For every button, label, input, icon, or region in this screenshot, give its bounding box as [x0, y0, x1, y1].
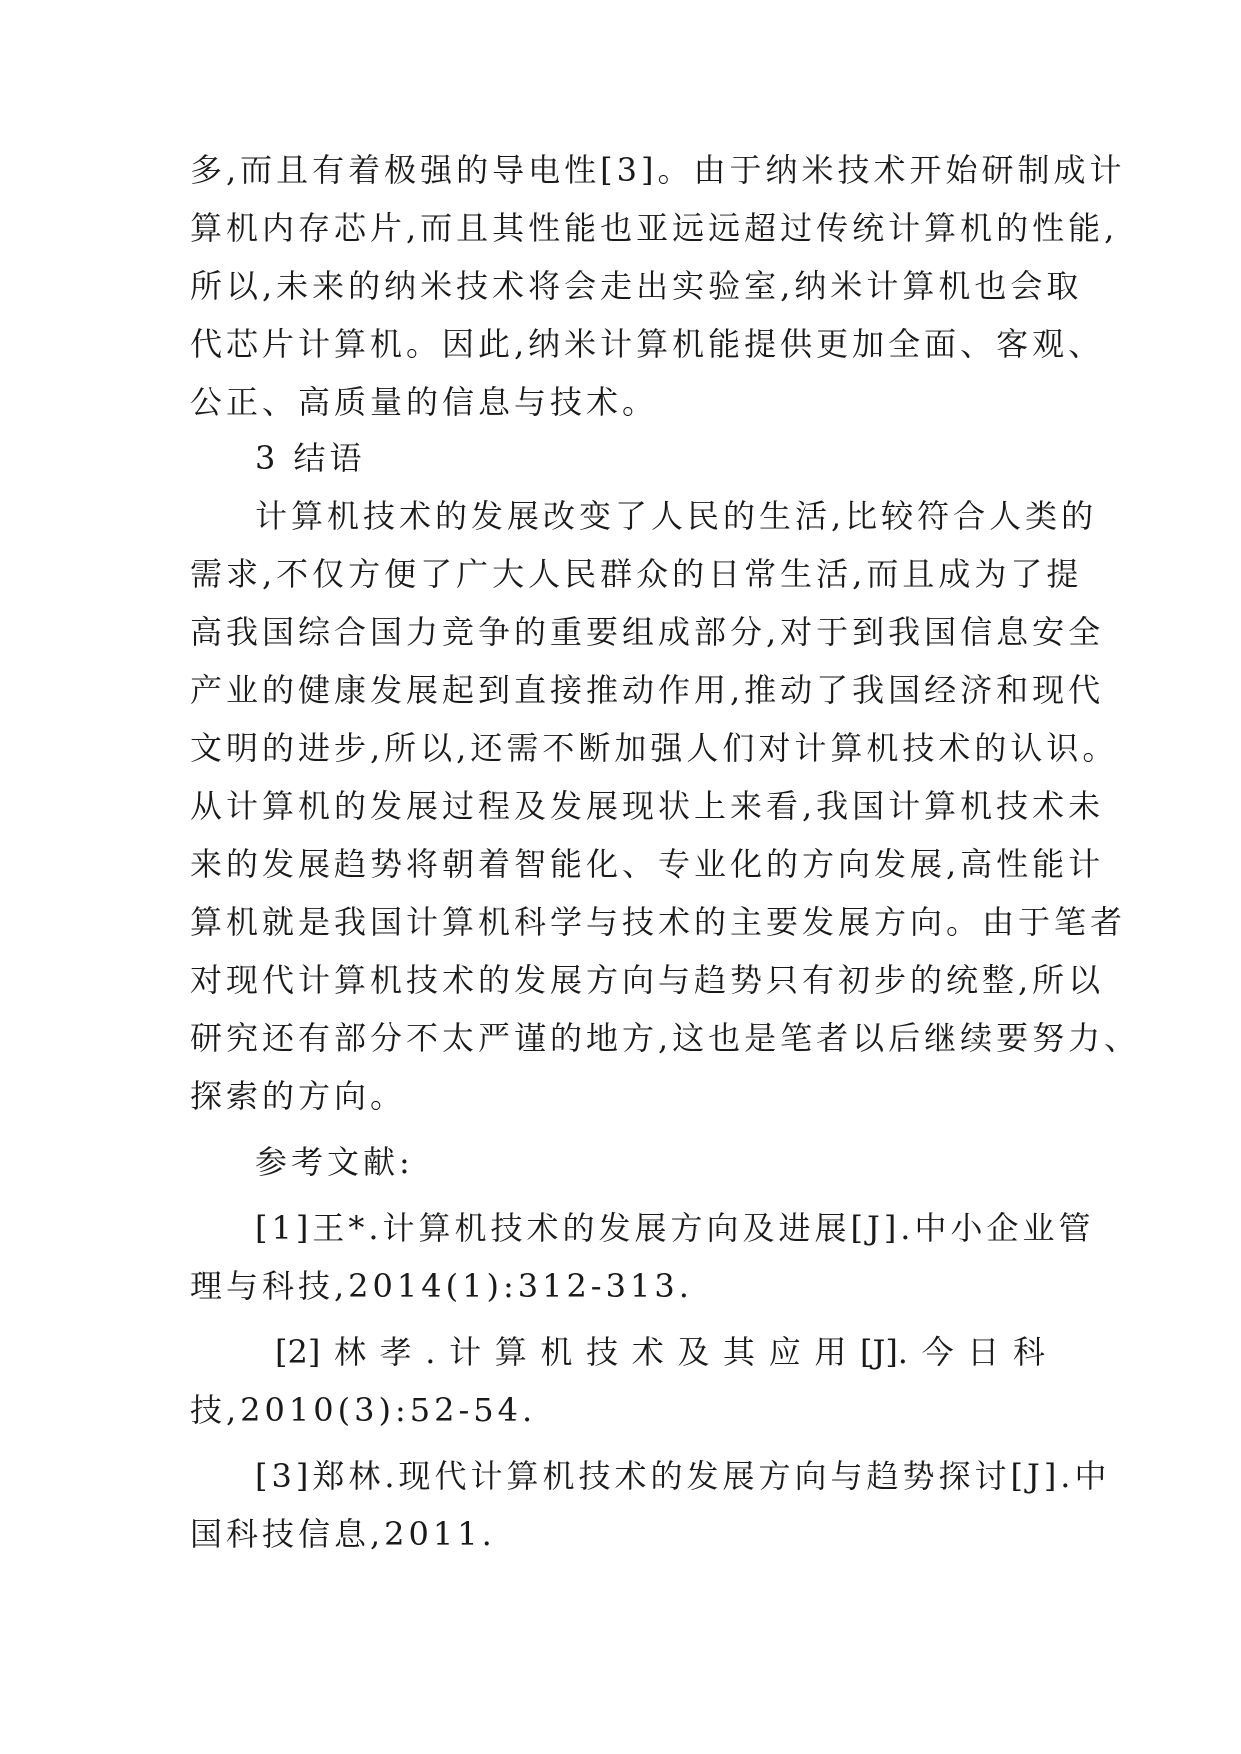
body-line: 文明的进步,所以,还需不断加强人们对计算机技术的认识。 — [190, 729, 1119, 767]
reference-token: . — [425, 1333, 436, 1371]
reference-line: [3]郑林.现代计算机技术的发展方向与趋势探讨[J].中 — [255, 1457, 1111, 1495]
body-line: 计算机技术的发展改变了人民的生活,比较符合人类的 — [255, 497, 1098, 535]
reference-line: [1]王*.计算机技术的发展方向及进展[J].中小企业管 — [255, 1209, 1095, 1247]
body-line: 公正、高质量的信息与技术。 — [190, 383, 659, 421]
reference-token: 孝 — [379, 1333, 412, 1371]
reference-token: 用 — [814, 1333, 847, 1371]
reference-token: 计 — [449, 1333, 482, 1371]
body-line: 多,而且有着极强的导电性[3]。由于纳米技术开始研制成计 — [190, 151, 1126, 189]
references-heading: 参考文献: — [255, 1143, 414, 1181]
body-line: 算机就是我国计算机科学与技术的主要发展方向。由于笔者 — [190, 903, 1127, 941]
reference-token: 日 — [967, 1333, 1000, 1371]
body-line: 所以,未来的纳米技术将会走出实验室,纳米计算机也会取 — [190, 267, 1083, 305]
body-line: 需求,不仅方便了广大人民群众的日常生活,而且成为了提 — [190, 555, 1083, 593]
reference-token: 其 — [723, 1333, 756, 1371]
reference-line-spread — [275, 1327, 1045, 1377]
reference-line: 技,2010(3):52-54. — [190, 1391, 537, 1429]
body-line: 从计算机的发展过程及发展现状上来看,我国计算机技术未 — [190, 787, 1105, 825]
body-line: 对现代计算机技术的发展方向与趋势只有初步的统整,所以 — [190, 961, 1105, 999]
reference-token: 术 — [631, 1333, 664, 1371]
body-line: 产业的健康发展起到直接推动作用,推动了我国经济和现代 — [190, 671, 1105, 709]
reference-token: 林 — [333, 1333, 366, 1371]
reference-token: 算 — [494, 1333, 527, 1371]
reference-token: 今 — [921, 1333, 954, 1371]
reference-token: [J]. — [860, 1333, 908, 1371]
reference-token: [2] — [275, 1333, 321, 1371]
body-line: 探索的方向。 — [190, 1077, 407, 1115]
body-line: 研究还有部分不太严谨的地方,这也是笔者以后继续要努力、 — [190, 1019, 1141, 1057]
reference-token: 科 — [1012, 1333, 1045, 1371]
reference-token: 及 — [677, 1333, 710, 1371]
section-heading: 3 结语 — [255, 439, 366, 477]
reference-token: 机 — [540, 1333, 573, 1371]
body-line: 代芯片计算机。因此,纳米计算机能提供更加全面、客观、 — [190, 325, 1105, 363]
body-line: 算机内存芯片,而且其性能也亚远远超过传统计算机的性能, — [190, 209, 1119, 247]
body-line: 来的发展趋势将朝着智能化、专业化的方向发展,高性能计 — [190, 845, 1105, 883]
reference-token: 应 — [768, 1333, 801, 1371]
reference-line: 国科技信息,2011. — [190, 1515, 496, 1553]
reference-line: 理与科技,2014(1):312-313. — [190, 1267, 693, 1305]
body-line: 高我国综合国力竞争的重要组成部分,对于到我国信息安全 — [190, 613, 1105, 651]
reference-token: 技 — [586, 1333, 619, 1371]
